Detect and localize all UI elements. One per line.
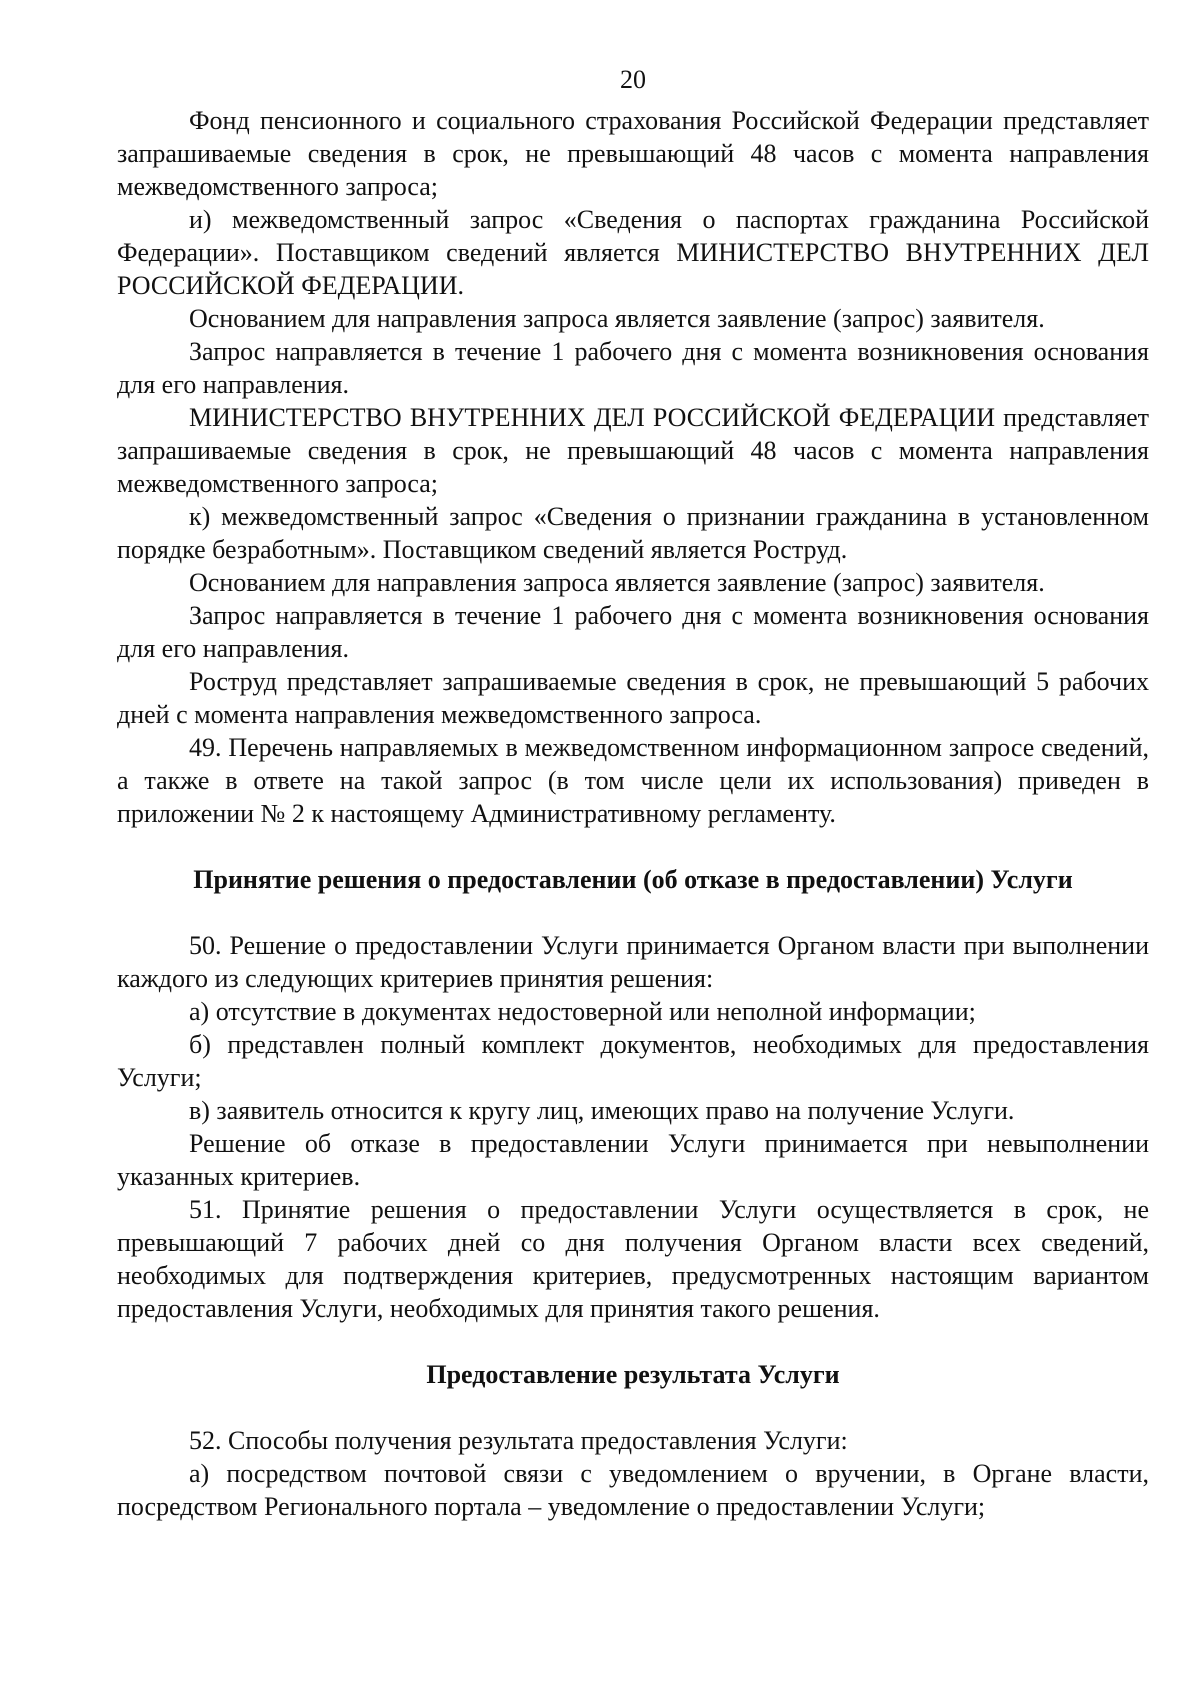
paragraph-request-timing: Запрос направляется в течение 1 рабочего дня с момента возникновения основания для его направления. [117,601,1149,663]
paragraph-request-timing: Запрос направляется в течение 1 рабочего дня с момента возникновения основания для его направления. [117,337,1149,399]
paragraph-mvd-deadline: МИНИСТЕРСТВО ВНУТРЕННИХ ДЕЛ РОССИЙСКОЙ ФЕДЕРАЦИИ представляет запрашиваемые сведения в срок, не превышающий 48 часов с момента направления межведомственного запроса; [117,403,1149,498]
paragraph-request-basis: Основанием для направления запроса является заявление (запрос) заявителя. [189,304,1045,333]
paragraph-request-k: к) межведомственный запрос «Сведения о признании гражданина в установленном порядке безработным». Поставщиком сведений является Роструд. [117,502,1149,564]
section-spacer [117,896,1149,929]
paragraph-fpss-deadline: Фонд пенсионного и социального страхования Российской Федерации представляет запрашиваемые сведения в срок, не превышающий 48 часов с момента направления межведомственного запроса; [117,106,1149,201]
document-page [117,64,1149,1523]
paragraph-item-52: 52. Способы получения результата предоставления Услуги: [189,1426,848,1455]
paragraph-criterion-a: а) отсутствие в документах недостоверной или неполной информации; [189,997,976,1026]
paragraph-refusal: Решение об отказе в предоставлении Услуги принимается при невыполнении указанных критериев. [117,1129,1149,1191]
paragraph-item-50: 50. Решение о предоставлении Услуги принимается Органом власти при выполнении каждого из следующих критериев принятия решения: [117,931,1149,993]
paragraph-request-i: и) межведомственный запрос «Сведения о паспортах гражданина Российской Федерации». Поставщиком сведений является МИНИСТЕРСТВО ВНУТРЕННИХ ДЕЛ РОССИЙСКОЙ ФЕДЕРАЦИИ. [117,205,1149,300]
page-number: 20 [620,65,646,94]
paragraph-item-49: 49. Перечень направляемых в межведомственном информационном запросе сведений, а также в ответе на такой запрос (в том числе цели их использования) приведен в приложении № 2 к настоящему Административному регламенту. [117,733,1149,828]
section-spacer [117,830,1149,863]
paragraph-item-51: 51. Принятие решения о предоставлении Услуги осуществляется в срок, не превышающий 7 рабочих дней со дня получения Органом власти всех сведений, необходимых для подтверждения критериев, предусмотренных настоящим вариантом предоставления Услуги, необходимых для принятия такого решения. [117,1195,1149,1323]
section-heading-result: Предоставление результата Услуги [426,1360,840,1389]
paragraph-criterion-v: в) заявитель относится к кругу лиц, имеющих право на получение Услуги. [189,1096,1015,1125]
paragraph-rostrud-deadline: Роструд представляет запрашиваемые сведения в срок, не превышающий 5 рабочих дней с момента направления межведомственного запроса. [117,667,1149,729]
section-spacer [117,1391,1149,1424]
paragraph-request-basis: Основанием для направления запроса является заявление (запрос) заявителя. [189,568,1045,597]
paragraph-method-a: а) посредством почтовой связи с уведомлением о вручении, в Органе власти, посредством Регионального портала – уведомление о предоставлении Услуги; [117,1459,1149,1521]
paragraph-criterion-b: б) представлен полный комплект документов, необходимых для предоставления Услуги; [117,1030,1149,1092]
section-heading-decision: Принятие решения о предоставлении (об отказе в предоставлении) Услуги [193,865,1073,894]
section-spacer [117,1325,1149,1358]
